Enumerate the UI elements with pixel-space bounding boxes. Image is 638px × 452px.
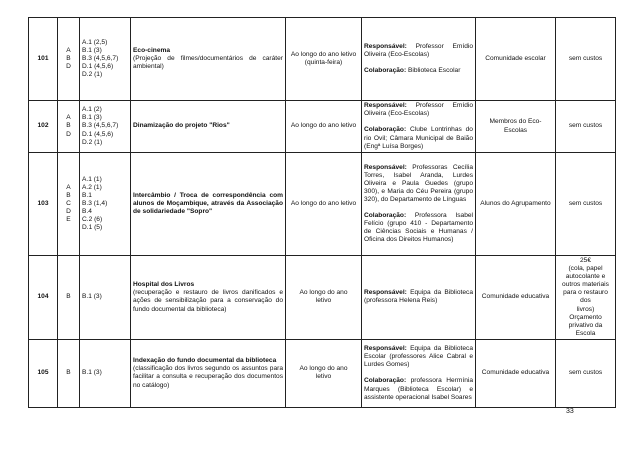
activity-cell — [131, 339, 286, 407]
activity-number: 104 — [29, 256, 58, 340]
responsible-cell: Responsável: Professoras Cecília Torres, Isabel Aranda, Lurdes Oliveira e Paula Guedes (grupo 300), e Maria do Céu Pereira (grupo 320), do Departamento de Línguas Colaboração: Professora Isabel Felício (grupo 410 - Departamento de Ciências Sociais e Humanas / Oficina dos Direitos Humanos) — [362, 153, 476, 256]
table-row — [29, 339, 616, 407]
activity-cell — [131, 256, 286, 340]
objective-codes: A.1 (2) B.1 (3) B.3 (4,5,6,7) D.1 (4,5,6) D.2 (1) — [80, 101, 131, 153]
target-audience: Comunidade escolar — [476, 18, 556, 101]
cost-cell: 25€ (cola, papel autocolante e outros materiais para o restauro dos livros) Orçamento privativo da Escola — [556, 256, 616, 340]
activity-cell — [131, 18, 286, 101]
cost-cell: sem custos — [556, 101, 616, 153]
activity-description: (recuperação e restauro de livros danificados e ações de sensibilização para a conservação do fundo documental da biblioteca) — [133, 289, 283, 313]
activity-description: (Projeção de filmes/documentários de caráter ambiental) — [133, 54, 283, 71]
table-row — [29, 256, 616, 340]
activity-cell — [131, 153, 286, 256]
activity-cell — [131, 101, 286, 153]
table-row — [29, 18, 616, 101]
schedule-cell: Ao longo do ano letivo — [286, 153, 362, 256]
activity-number: 105 — [29, 339, 58, 407]
activity-number: 101 — [29, 18, 58, 101]
objective-codes: A.1 (1) A.2 (1) B.1 B.3 (1,4) B.4 C.2 (6) D.1 (5) — [80, 153, 131, 256]
activity-title: Dinamização do projeto "Rios" — [133, 122, 230, 130]
objective-codes: A.1 (2,5) B.1 (3) B.3 (4,5,6,7) D.1 (4,5,6) D.2 (1) — [80, 18, 131, 101]
target-audience: Comunidade educativa — [476, 256, 556, 340]
schedule-cell: Ao longo do ano letivo (quinta-feira) — [286, 18, 362, 101]
activity-number: 102 — [29, 101, 58, 153]
objective-letters: A B C D E — [58, 153, 80, 256]
activity-title: Eco-cinema — [133, 46, 171, 54]
schedule-cell: Ao longo do ano letivo — [286, 339, 362, 407]
target-audience: Alunos do Agrupamento — [476, 153, 556, 256]
activity-title: Hospital dos Livros — [133, 281, 195, 289]
table-row — [29, 101, 616, 153]
activity-title: Indexação do fundo documental da biblioteca — [133, 357, 277, 365]
activity-title: Intercâmbio / Troca de correspondência com alunos de Moçambique, através da Associação de solidariedade "Sopro" — [133, 191, 283, 216]
responsible-cell: Responsável: Equipa da Biblioteca Escolar (professores Alice Cabral e Lurdes Gomes) Colaboração: professora Hermínia Marques (Biblioteca Escolar) e assistente operacional Isabel Soares — [362, 339, 476, 407]
responsible-cell: Responsável: Professor Emídio Oliveira (Eco-Escolas) Colaboração: Clube Lontrinhas do rio Ovil; Câmara Municipal de Baião (Engª Luísa Borges) — [362, 101, 476, 153]
table-row — [29, 153, 616, 256]
activity-description: (classificação dos livros segundo os assuntos para facilitar a consulta e recuperação dos documentos no catálogo) — [133, 365, 283, 389]
activities-table — [28, 17, 616, 408]
target-audience: Comunidade educativa — [476, 339, 556, 407]
activity-number: 103 — [29, 153, 58, 256]
target-audience: Membros do Eco-Escolas — [476, 101, 556, 153]
schedule-cell: Ao longo do ano letivo — [286, 256, 362, 340]
objective-letters: A B D — [58, 101, 80, 153]
responsible-cell: Responsável: Professor Emídio Oliveira (Eco-Escolas) Colaboração: Biblioteca Escolar — [362, 18, 476, 101]
objective-codes: B.1 (3) — [80, 256, 131, 340]
objective-codes: B.1 (3) — [80, 339, 131, 407]
cost-cell: sem custos — [556, 18, 616, 101]
cost-cell: sem custos — [556, 153, 616, 256]
responsible-cell: Responsável: Equipa da Biblioteca (professora Helena Reis) — [362, 256, 476, 340]
objective-letters: B — [58, 339, 80, 407]
schedule-cell: Ao longo do ano letivo — [286, 101, 362, 153]
cost-cell: sem custos — [556, 339, 616, 407]
objective-letters: A B D — [58, 18, 80, 101]
page-number: 33 — [566, 408, 574, 415]
objective-letters: B — [58, 256, 80, 340]
